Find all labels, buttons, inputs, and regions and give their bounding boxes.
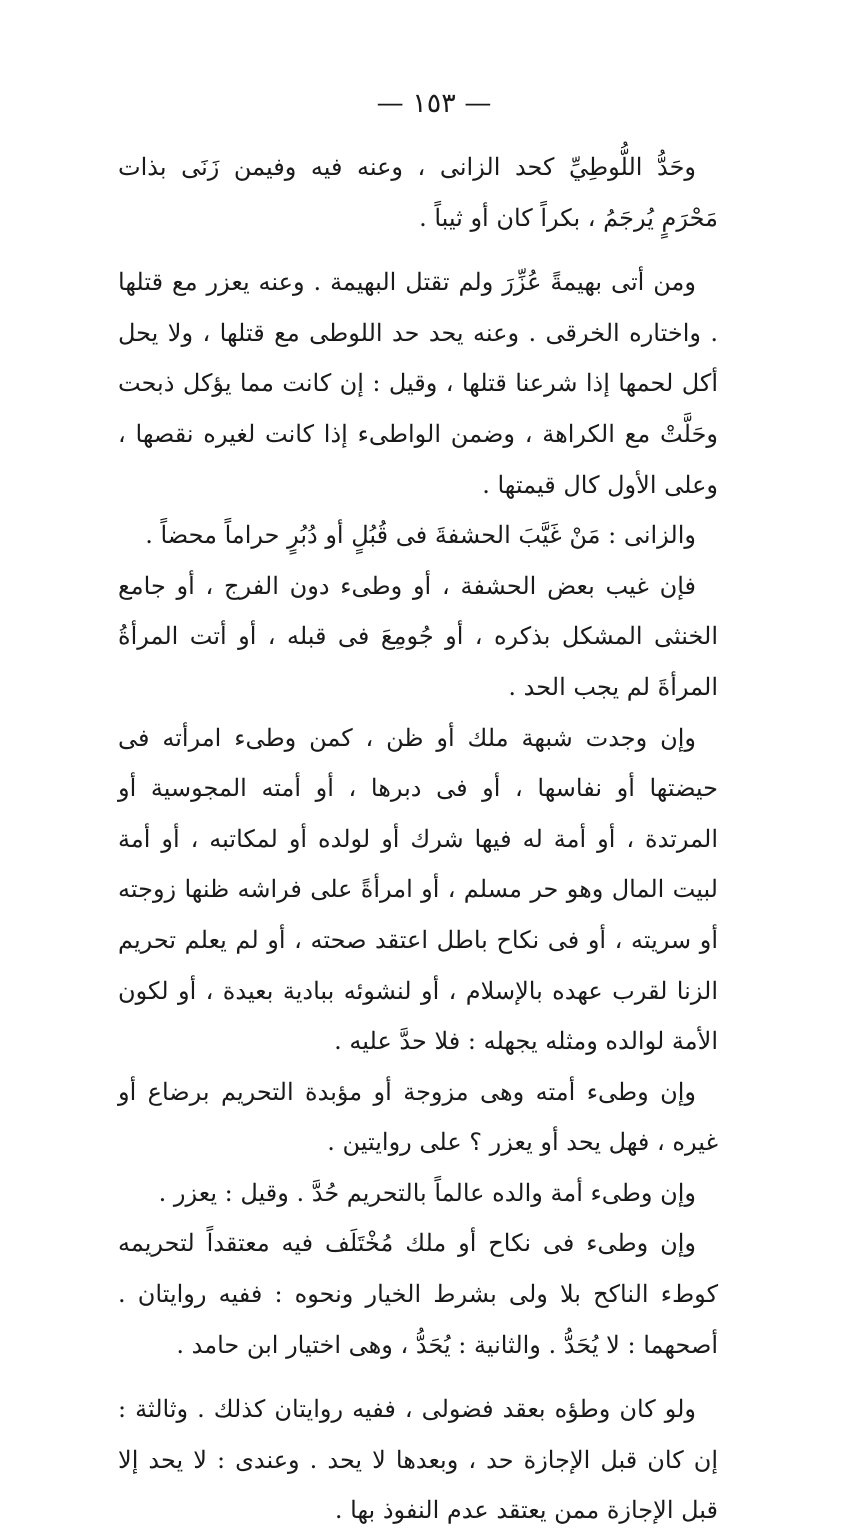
paragraph-3: والزانى : مَنْ غَيَّبَ الحشفةَ فى قُبُلٍ أو دُبُرٍ حراماً محضاً . [145, 521, 696, 550]
body-text [118, 142, 718, 1536]
paragraph-1: وحَدُّ اللُّوطِيِّ كحد الزانى ، وعنه فيه وفيمن زَنَى بذات مَحْرَمٍ يُرجَمُ ، بكراً كان أو ثيباً . [118, 153, 718, 232]
paragraph-8: وإن وطىء فى نكاح أو ملك مُخْتَلَف فيه معتقداً لتحريمه كوطء الناكح بلا ولى بشرط الخيار ونحوه : ففيه روايتان . أصحهما : لا يُحَدُّ . والثانية : يُحَدُّ ، وهى اختيار ابن حامد . [118, 1229, 718, 1359]
paragraph-5: وإن وجدت شبهة ملك أو ظن ، كمن وطىء امرأته فى حيضتها أو نفاسها ، أو فى دبرها ، أو أمته المجوسية أو المرتدة ، أو أمة له فيها شرك أو لولده أو لمكاتبه ، أو أمة لبيت المال وهو حر مسلم ، أو امرأةً على فراشه ظنها زوجته أو سريته ، أو فى نكاح باطل اعتقد صحته ، أو لم يعلم تحريم الزنا لقرب عهده بالإسلام ، أو لنشوئه ببادية بعيدة ، أو لكون الأمة لوالده ومثله يجهله : فلا حدَّ عليه . [118, 723, 718, 1056]
page-number: — ١٥٣ — [376, 88, 492, 119]
paragraph-4: فإن غيب بعض الحشفة ، أو وطىء دون الفرج ، أو جامع الخنثى المشكل بذكره ، أو جُومِعَ فى قبله ، أو أتت المرأةُ المرأةَ لم يجب الحد . [118, 571, 718, 701]
paragraph-7: وإن وطىء أمة والده عالماً بالتحريم حُدَّ . وقيل : يعزر . [158, 1178, 696, 1207]
paragraph-9: ولو كان وطؤه بعقد فضولى ، ففيه روايتان كذلك . وثالثة : إن كان قبل الإجازة حد ، وبعدها لا يحد . وعندى : لا يحد إلا قبل الإجازة ممن يعتقد عدم النفوذ بها . [118, 1395, 718, 1525]
paragraph-2: ومن أتى بهيمةً عُزِّرَ ولم تقتل البهيمة . وعنه يعزر مع قتلها . واختاره الخرقى . وعنه يحد حد اللوطى مع قتلها ، ولا يحل أكل لحمها إذا شرعنا قتلها ، وقيل : إن كانت مما يؤكل ذبحت وحَلَّتْ مع الكراهة ، وضمن الواطىء إذا كانت لغيره نقصها ، وعلى الأول كال قيمتها . [118, 268, 718, 499]
paragraph-6: وإن وطىء أمته وهى مزوجة أو مؤبدة التحريم برضاع أو غيره ، فهل يحد أو يعزر ؟ على روايتين . [118, 1077, 718, 1157]
